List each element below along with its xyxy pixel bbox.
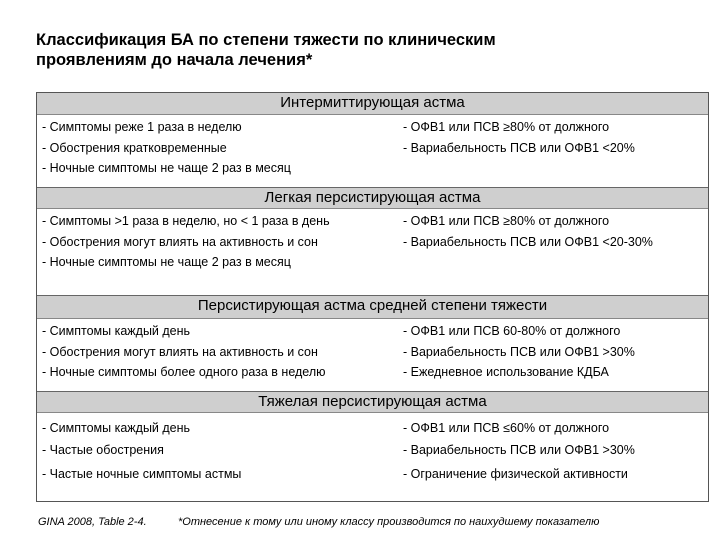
symptom-item: - Обострения могут влиять на активность и сон xyxy=(42,234,318,249)
symptom-item: - Обострения могут влиять на активность и сон xyxy=(42,344,318,359)
function-item: - ОФВ1 или ПСВ ≤60% от должного xyxy=(403,421,610,435)
title-line-1: Классификация БА по степени тяжести по клиническим xyxy=(36,31,496,49)
function-item: - ОФВ1 или ПСВ ≥80% от должного xyxy=(403,214,610,228)
section-body-moderate-persistent xyxy=(37,319,708,391)
severity-table xyxy=(36,92,709,502)
symptom-item: - Обострения кратковременные xyxy=(42,140,227,155)
symptom-item: - Ночные симптомы более одного раза в неделю xyxy=(42,365,326,379)
function-item: - ОФВ1 или ПСВ ≥80% от должного xyxy=(403,120,610,134)
section-body-mild-persistent xyxy=(37,209,708,295)
symptom-item: - Симптомы реже 1 раза в неделю xyxy=(42,120,242,134)
section-header-severe-persistent xyxy=(37,391,708,413)
function-item: - Вариабельность ПСВ или ОФВ1 <20% xyxy=(403,140,635,155)
function-column xyxy=(403,417,635,485)
section-header-label: Тяжелая персистирующая астма xyxy=(258,393,487,410)
symptom-item: - Симптомы каждый день xyxy=(42,324,191,338)
function-column xyxy=(403,117,635,158)
section-header-mild-persistent xyxy=(37,187,708,209)
section-header-label: Легкая персистирующая астма xyxy=(264,189,481,206)
section-header-moderate-persistent xyxy=(37,295,708,319)
footer-source: GINA 2008, Table 2-4. xyxy=(38,516,147,528)
section-header-label: Интермиттирующая астма xyxy=(280,94,465,111)
symptoms-column xyxy=(42,321,326,383)
footer-note: *Отнесение к тому или иному классу производится по наихудшему показателю xyxy=(178,516,600,528)
page-title xyxy=(36,30,686,70)
symptom-item: - Ночные симптомы не чаще 2 раз в месяц xyxy=(42,161,291,175)
function-item: - ОФВ1 или ПСВ 60-80% от должного xyxy=(403,324,621,338)
symptoms-column xyxy=(42,117,291,179)
symptom-item: - Ночные симптомы не чаще 2 раз в месяц xyxy=(42,255,291,269)
function-item: - Вариабельность ПСВ или ОФВ1 >30% xyxy=(403,344,635,359)
function-item: - Вариабельность ПСВ или ОФВ1 <20-30% xyxy=(403,234,653,249)
function-item: - Ограничение физической активности xyxy=(403,467,628,481)
function-column xyxy=(403,211,653,252)
function-item: - Вариабельность ПСВ или ОФВ1 >30% xyxy=(403,443,635,457)
symptoms-column xyxy=(42,417,241,485)
title-line-2: проявлениям до начала лечения* xyxy=(36,51,313,69)
section-header-label: Персистирующая астма средней степени тяжести xyxy=(197,297,548,314)
symptom-item: - Частые обострения xyxy=(42,443,164,457)
symptom-item: - Симптомы >1 раза в неделю, но < 1 раза в день xyxy=(42,214,330,228)
symptoms-column xyxy=(42,211,330,273)
function-column xyxy=(403,321,635,383)
function-item: - Ежедневное использование КДБА xyxy=(403,365,609,379)
section-body-intermittent xyxy=(37,115,708,187)
symptom-item: - Частые ночные симптомы астмы xyxy=(42,467,242,481)
symptom-item: - Симптомы каждый день xyxy=(42,421,191,435)
section-header-intermittent xyxy=(37,93,708,115)
section-body-severe-persistent xyxy=(37,413,708,501)
